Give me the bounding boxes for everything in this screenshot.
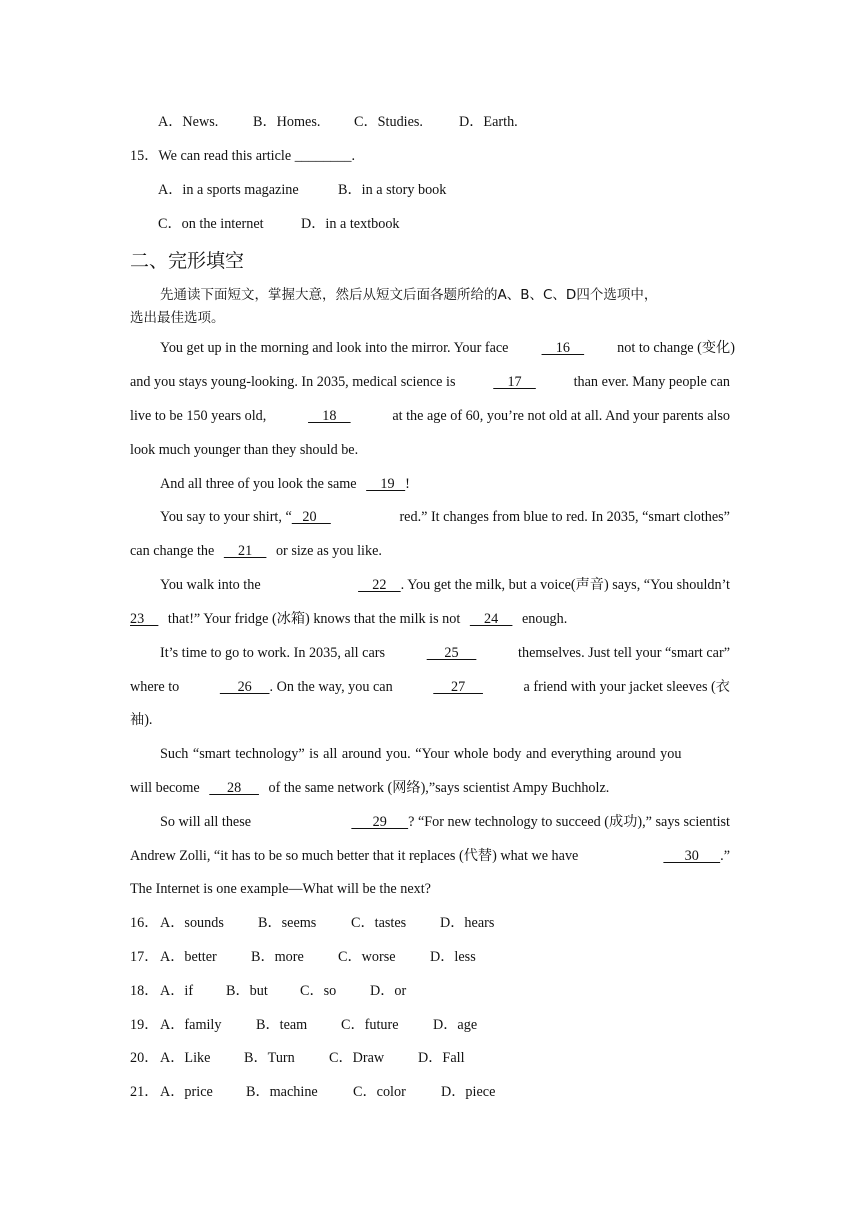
option-a: A．sounds [160, 915, 224, 931]
text-span: themselves. Just tell your “smart car” [518, 645, 730, 661]
option-a: A．Like [160, 1050, 211, 1066]
text-span: can change the [130, 543, 215, 559]
option-b: B．Turn [244, 1050, 295, 1066]
blank-18: 18 [308, 408, 351, 424]
question-number: 19． [130, 1017, 159, 1033]
q14-option-d: D．Earth. [459, 114, 518, 130]
text-span: Andrew Zolli, “it has to be so much better that it replaces (代替) what we have [130, 848, 579, 864]
text-span: at the age of 60, you’re not old at all. And your parents also [392, 408, 730, 424]
q15-option-c: C．on the internet [158, 216, 264, 232]
blank-27: 27 [433, 679, 483, 695]
option-d: D．piece [441, 1084, 496, 1100]
passage-line [130, 544, 382, 558]
option-d: D．age [433, 1017, 478, 1033]
text-span: live to be 150 years old, [130, 408, 267, 424]
q14-option-b: B．Homes. [253, 114, 321, 130]
text-span: You say to your shirt, “ [160, 509, 292, 525]
option-d: D．or [370, 983, 407, 999]
text-span: And all three of you look the same [160, 476, 357, 492]
text-span: enough. [521, 611, 568, 627]
q15-option-d: D．in a textbook [301, 216, 400, 232]
option-d: D．hears [440, 915, 495, 931]
passage-line [130, 680, 730, 694]
text-span: It’s time to go to work. In 2035, all cars [160, 645, 385, 661]
passage-line [160, 646, 730, 660]
passage-line [130, 409, 730, 423]
passage-line: The Internet is one example—What will be the next? [130, 881, 431, 897]
passage-line: look much younger than they should be. [130, 442, 359, 458]
option-d: D．Fall [418, 1050, 465, 1066]
question-number: 17． [130, 949, 159, 965]
section-instructions-line2: 选出最佳选项。 [130, 310, 225, 326]
blank-16: 16 [541, 340, 585, 356]
passage-line [160, 578, 730, 592]
question-number: 20． [130, 1050, 159, 1066]
text-span: ? “For new technology to succeed (成功),” says scientist [408, 814, 730, 830]
option-b: B．team [256, 1017, 308, 1033]
blank-28: 28 [209, 780, 259, 796]
text-span: will become [130, 780, 200, 796]
text-span: Such “smart technology” is all around you. “Your whole body and everything around you [160, 746, 682, 762]
blank-23: 23 [130, 611, 159, 627]
passage-line [160, 477, 410, 491]
text-span: . You get the milk, but a voice(声音) says, “You shouldn’t [400, 577, 730, 593]
text-span: You walk into the [160, 577, 261, 593]
passage-line [160, 341, 735, 355]
option-c: C．so [300, 983, 337, 999]
text-span: a friend with your jacket sleeves (衣 [523, 679, 730, 695]
blank-26: 26 [219, 679, 270, 695]
q14-option-c: C．Studies. [354, 114, 423, 130]
blank-20: 20 [291, 509, 331, 525]
passage-line: 袖). [130, 712, 153, 728]
passage-line [160, 747, 730, 761]
text-span: not to change (变化) [617, 340, 735, 356]
text-span: .” [720, 848, 730, 864]
blank-19: 19 [366, 476, 406, 492]
text-span: than ever. Many people can [573, 374, 730, 390]
passage-line [130, 849, 730, 863]
q15-stem: 15．We can read this article ________. [130, 148, 355, 164]
q15-option-a: A．in a sports magazine [158, 182, 299, 198]
option-c: C．color [353, 1084, 406, 1100]
section-instructions-line1: 先通读下面短文，掌握大意，然后从短文后面各题所给的A、B、C、D四个选项中， [160, 287, 658, 303]
blank-30: 30 [663, 848, 721, 864]
blank-21: 21 [223, 543, 267, 559]
question-number: 16． [130, 915, 159, 931]
passage-line [130, 612, 567, 626]
option-c: C．Draw [329, 1050, 385, 1066]
section-heading: 二、完形填空 [130, 250, 245, 272]
option-a: A．price [160, 1084, 213, 1100]
passage-line [160, 510, 730, 524]
text-span: You get up in the morning and look into the mirror. Your face [160, 340, 509, 356]
passage-line [130, 781, 609, 795]
text-span: . On the way, you can [269, 679, 393, 695]
q14-option-a: A．News. [158, 114, 219, 130]
option-c: C．worse [338, 949, 396, 965]
blank-25: 25 [426, 645, 477, 661]
option-b: B．more [251, 949, 304, 965]
blank-17: 17 [493, 374, 536, 390]
text-span: that!” Your fridge (冰箱) knows that the milk is not [167, 611, 461, 627]
blank-29: 29 [351, 814, 409, 830]
text-span: where to [130, 679, 180, 695]
option-b: B．machine [246, 1084, 318, 1100]
passage-line [160, 815, 730, 829]
text-span: ! [405, 476, 410, 492]
option-a: A．better [160, 949, 217, 965]
option-c: C．future [341, 1017, 399, 1033]
q15-option-b: B．in a story book [338, 182, 447, 198]
passage-line [130, 375, 730, 389]
option-a: A．if [160, 983, 194, 999]
question-number: 21． [130, 1084, 159, 1100]
option-a: A．family [160, 1017, 222, 1033]
text-span: and you stays young-looking. In 2035, medical science is [130, 374, 456, 390]
text-span: red.” It changes from blue to red. In 2035, “smart clothes” [399, 509, 730, 525]
blank-24: 24 [469, 611, 513, 627]
blank-22: 22 [358, 577, 401, 593]
text-span: of the same network (网络),”says scientist Ampy Buchholz. [268, 780, 610, 796]
text-span: or size as you like. [275, 543, 382, 559]
option-d: D．less [430, 949, 476, 965]
text-span: So will all these [160, 814, 252, 830]
question-number: 18． [130, 983, 159, 999]
option-b: B．but [226, 983, 268, 999]
option-c: C．tastes [351, 915, 407, 931]
option-b: B．seems [258, 915, 317, 931]
